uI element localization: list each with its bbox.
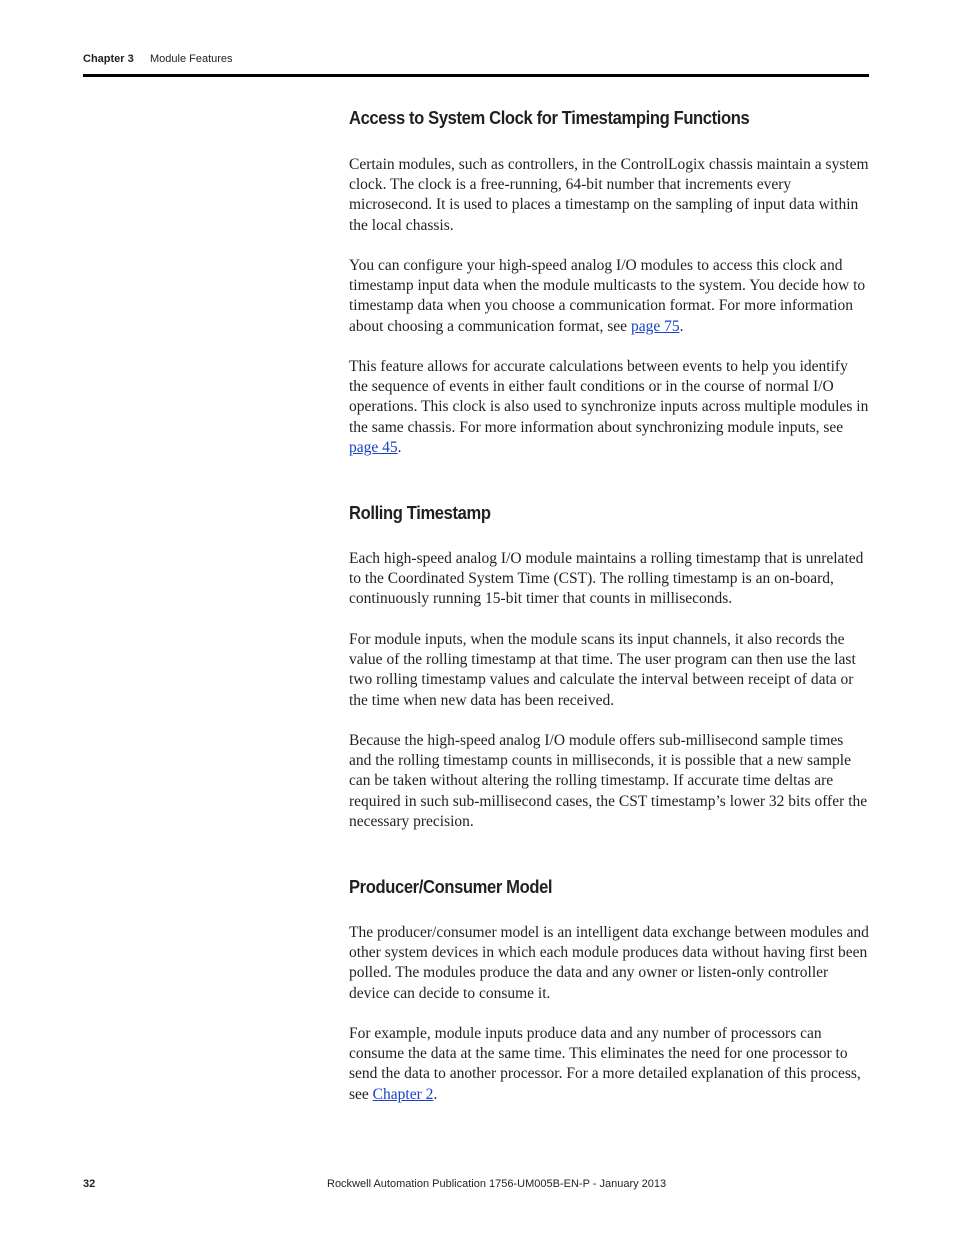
paragraph-text: Each high-speed analog I/O module maintains a rolling timestamp that is unrelated to the Coordinated System Time (CST). The rolling timestamp is an on-board, continuously running 15-bit timer that counts in milliseconds. <box>349 550 864 608</box>
page-45-link[interactable]: page 45 <box>349 438 398 456</box>
section-system-clock <box>349 108 869 128</box>
paragraph-text: The producer/consumer model is an intelligent data exchange between modules and other system devices in which each module produces data without having first been polled. The modules produce the data and any owner or listen-only controller device can decide to consume it. <box>349 924 869 1002</box>
paragraph-text: For module inputs, when the module scans its input channels, it also records the value of the rolling timestamp at that time. The user program can then use the last two rolling timestamp values and calculate the interval between receipt of data or the time when new data has been received. <box>349 631 856 709</box>
page-number: 32 <box>83 1178 96 1190</box>
paragraph-text: This feature allows for accurate calculations between events to help you identify the sequence of events in either fault conditions or in the course of normal I/O operations. This clock is also used to synchronize inputs across multiple modules in the same chassis. For more information about synchronizing module inputs, see page 45. <box>349 358 869 456</box>
section-rolling-timestamp <box>349 503 869 523</box>
section-heading: Access to System Clock for Timestamping Functions <box>349 108 750 128</box>
publication-info: Rockwell Automation Publication 1756-UM005B-EN-P - January 2013 <box>327 1178 667 1190</box>
paragraph <box>349 256 869 337</box>
paragraph <box>349 357 869 458</box>
running-header <box>83 53 233 65</box>
header-rule <box>83 74 869 77</box>
paragraph-text: Certain modules, such as controllers, in the ControlLogix chassis maintain a system clock. The clock is a free-running, 64-bit number that increments every microsecond. It is used to places a timestamp on the sampling of input data within the local chassis. <box>349 156 869 234</box>
paragraph <box>349 155 869 236</box>
section-heading: Rolling Timestamp <box>349 503 491 523</box>
page-75-link[interactable]: page 75 <box>630 317 680 335</box>
section-heading: Producer/Consumer Model <box>349 877 553 897</box>
chapter-2-link[interactable]: Chapter 2 <box>372 1085 434 1103</box>
paragraph-text: For example, module inputs produce data and any number of processors can consume the data at the same time. This eliminates the need for one processor to send the data to another processor. For a more detailed explanation of this process, see Chapter 2. <box>349 1025 861 1103</box>
paragraph <box>349 923 869 1004</box>
paragraph-text: You can configure your high-speed analog I/O modules to access this clock and timestamp input data when the module multicasts to the system. You decide how to timestamp data when you choose a communication format. For more information about choosing a communication format, see page 75. <box>349 257 866 335</box>
paragraph <box>349 630 869 711</box>
chapter-label: Chapter 3 <box>83 53 134 65</box>
paragraph <box>349 731 869 832</box>
paragraph-text: Because the high-speed analog I/O module offers sub-millisecond sample times and the rolling timestamp counts in milliseconds, it is possible that a new sample can be taken without altering the rolling timestamp. If accurate time deltas are required in such sub-millisecond cases, the CST timestamp’s lower 32 bits offer the necessary precision. <box>349 732 868 830</box>
section-producer-consumer <box>349 877 869 897</box>
paragraph <box>349 549 869 610</box>
paragraph <box>349 1024 869 1105</box>
section-label: Module Features <box>150 53 233 65</box>
